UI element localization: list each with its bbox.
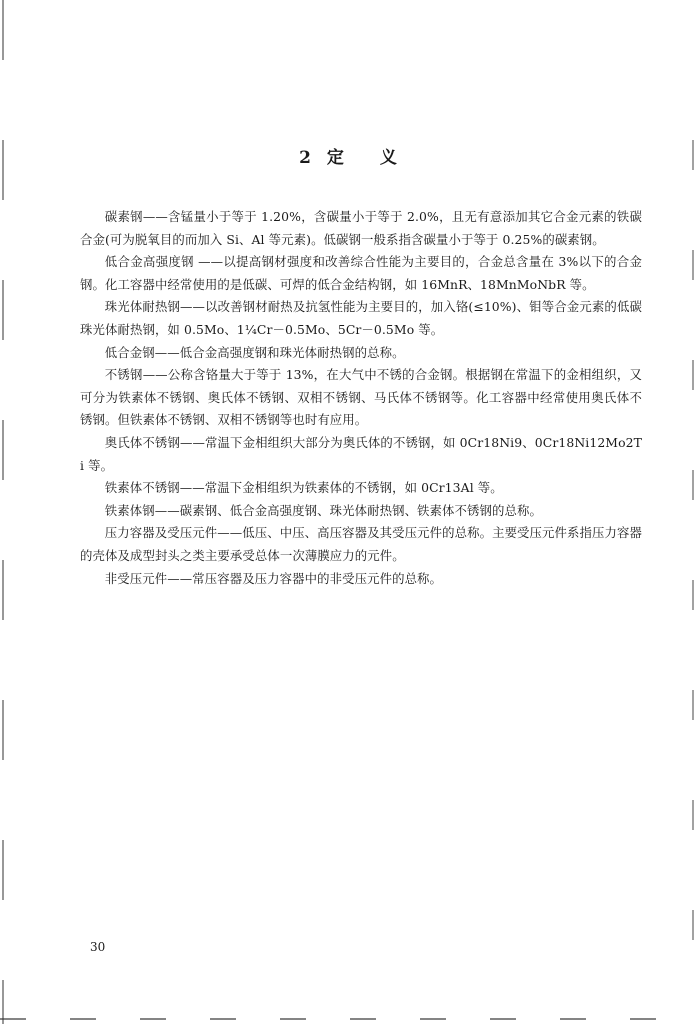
definition-low-alloy-steel: 低合金钢——低合金高强度钢和珠光体耐热钢的总称。 (104, 344, 405, 360)
page-number: 30 (90, 940, 106, 954)
definition-ferritic-steel: 铁素体钢——碳素钢、低合金高强度钢、珠光体耐热钢、铁素体不锈钢的总称。 (104, 502, 542, 518)
section-heading (0, 143, 698, 168)
section-title-char-2: 义 (379, 148, 399, 168)
section-title-char-1: 定 (326, 148, 346, 168)
definition-pressure-vessel-components: 压力容器及受压元件——低压、中压、高压容器及其受压元件的总称。主要受压元件系指压力容器的壳体及成型封头之类主要承受总体一次薄膜应力的元件。 (80, 525, 642, 563)
definition-ferritic-stainless-steel: 铁素体不锈钢——常温下金相组织为铁素体的不锈钢，如 0Cr13Al 等。 (104, 480, 503, 496)
definition-austenitic-stainless-steel: 奥氏体不锈钢——常温下金相组织大部分为奥氏体的不锈钢，如 0Cr18Ni9、0Cr18Ni12Mo2Ti 等。 (80, 434, 642, 473)
definition-stainless-steel: 不锈钢——公称含铬量大于等于 13%，在大气中不锈的合金钢。根据钢在常温下的金相组织，又可分为铁素体不锈钢、奥氏体不锈钢、双相不锈钢、马氏体不锈钢等。化工容器中经常使用奥氏体不锈钢。但铁素体不锈钢、双相不锈钢等也时有应用。 (80, 367, 642, 428)
definition-pearlitic-heat-resistant-steel: 珠光体耐热钢——以改善钢材耐热及抗氢性能为主要目的，加入铬(≤10%)、钼等合金元素的低碳珠光体耐热钢，如 0.5Mo、1¼Cr－0.5Mo、5Cr－0.5Mo 等。 (80, 299, 642, 337)
section-number: 2 (299, 148, 313, 168)
definitions-body (80, 206, 642, 590)
scan-edge-right (692, 140, 694, 1020)
definition-carbon-steel: 碳素钢——含锰量小于等于 1.20%，含碳量小于等于 2.0%，且无有意添加其它合金元素的铁碳合金(可为脱氧目的而加入 Si、Al 等元素)。低碳钢一般系指含碳量小于等于 0.25%的碳素钢。 (80, 209, 642, 247)
definition-non-pressure-components: 非受压元件——常压容器及压力容器中的非受压元件的总称。 (104, 570, 443, 586)
definition-low-alloy-high-strength-steel: 低合金高强度钢 ——以提高钢材强度和改善综合性能为主要目的，合金总含量在 3%以下的合金钢。化工容器中经常使用的是低碳、可焊的低合金结构钢，如 16MnR、18MnMoNbR 等。 (80, 254, 642, 292)
scan-edge-bottom (0, 1018, 698, 1020)
